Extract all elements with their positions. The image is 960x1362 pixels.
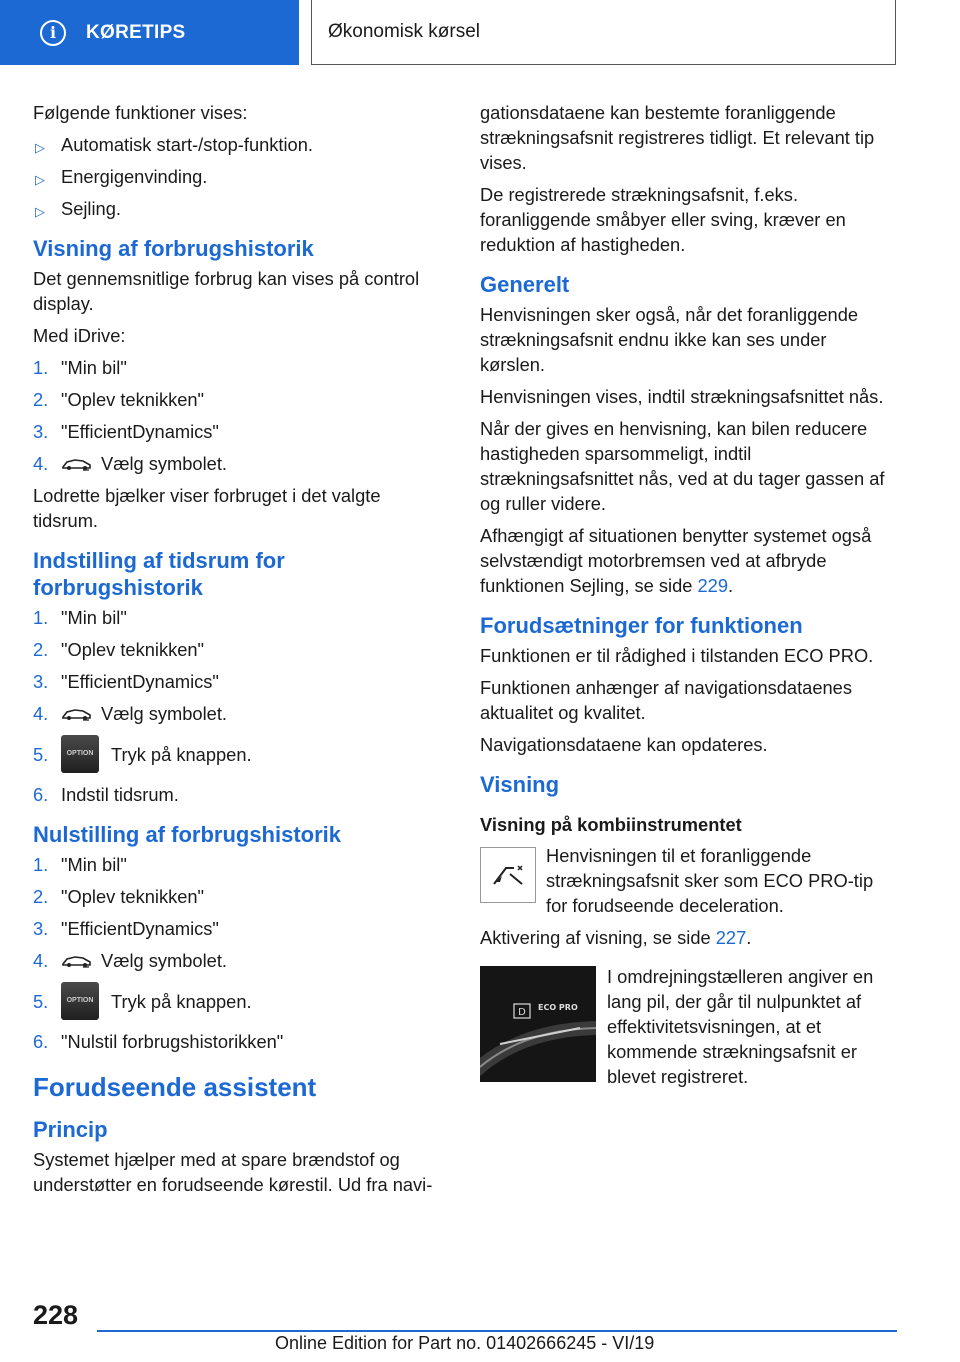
heading-reset: Nulstilling af forbrugshistorik <box>33 822 342 847</box>
step-item: 3. "EfficientDynamics" <box>33 918 219 939</box>
kombi-block <box>480 843 895 918</box>
car-icon <box>61 708 93 722</box>
paragraph: Aktivering af visning, se side 227. <box>480 927 752 948</box>
svg-text:ECO PRO: ECO PRO <box>538 1003 578 1012</box>
heading-kombi: Visning på kombiinstrumentet <box>480 814 742 835</box>
paragraph: Henvisningen vises, indtil strækningsafsnittet nås. <box>480 386 884 407</box>
section-label: KØRETIPS <box>86 21 186 43</box>
paragraph: Henvisningen til et foranliggende strækningsafsnit sker som ECO PRO-tip for forudseende deceleration. <box>546 845 874 916</box>
page-link-229[interactable]: 229 <box>697 575 728 596</box>
heading-display: Visning <box>480 772 560 797</box>
section-tab <box>0 0 299 65</box>
road-curve-warning-icon <box>480 847 536 903</box>
paragraph: Funktionen er til rådighed i tilstanden ECO PRO. <box>480 645 874 666</box>
reset-steps <box>33 852 448 1054</box>
paragraph: Henvisningen sker også, når det foranliggende strækningsafsnit endnu ikke kan ses under kørslen. <box>480 304 859 375</box>
step-item: 2. "Oplev teknikken" <box>33 886 205 907</box>
heading-history: Visning af forbrugshistorik <box>33 236 314 261</box>
step-item: 2. "Oplev teknikken" <box>33 639 205 660</box>
paragraph: Det gennemsnitlige forbrug kan vises på control display. <box>33 268 420 314</box>
intro-text: Følgende funktioner vises: <box>33 102 248 123</box>
page-link-227[interactable]: 227 <box>715 927 747 948</box>
list-item: ▷ Sejling. <box>33 196 448 221</box>
history-steps <box>33 355 448 476</box>
function-list <box>33 132 448 221</box>
paragraph: Systemet hjælper med at spare brændstof og understøtter en forudseende kørestil. Ud fra navi- <box>33 1149 433 1195</box>
step-item: 1. "Min bil" <box>33 854 127 875</box>
option-button-icon: OPTION <box>61 735 99 773</box>
paragraph: Når der gives en henvisning, kan bilen reducere hastigheden sparsommeligt, indtil strækningsafsnittet nås, ved at du tager gassen af og ruller videre. <box>480 418 885 514</box>
step-item: 1. "Min bil" <box>33 607 127 628</box>
triangle-bullet-icon: ▷ <box>35 140 45 155</box>
car-icon <box>61 458 93 472</box>
chapter-title: Økonomisk kørsel <box>311 0 896 65</box>
heading-prerequisites: Forudsætninger for funktionen <box>480 613 803 638</box>
option-button-icon: OPTION <box>61 982 99 1020</box>
tachometer-image <box>480 966 596 1082</box>
right-column <box>480 100 895 1096</box>
step-item: 3. "EfficientDynamics" <box>33 421 219 442</box>
step-item: 2. "Oplev teknikken" <box>33 389 205 410</box>
dash-block <box>480 964 895 1089</box>
heading-general: Generelt <box>480 272 570 297</box>
heading-principle: Princip <box>33 1117 108 1142</box>
step-item: 1. "Min bil" <box>33 357 127 378</box>
step-item: 4. Vælg symbolet. <box>33 950 227 971</box>
step-item: 6. Indstil tidsrum. <box>33 784 179 805</box>
timespan-steps <box>33 605 448 807</box>
step-item: 5. OPTION Tryk på knappen. <box>33 733 448 775</box>
left-column <box>33 100 448 1204</box>
step-item: 4. Vælg symbolet. <box>33 703 227 724</box>
step-item: 6. "Nulstil forbrugshistorikken" <box>33 1031 284 1052</box>
heading-timespan: Indstilling af tidsrum for forbrugshistorik <box>33 548 285 600</box>
triangle-bullet-icon: ▷ <box>35 204 45 219</box>
list-item: ▷ Energigenvinding. <box>33 164 448 189</box>
list-item: ▷ Automatisk start-/stop-funktion. <box>33 132 448 157</box>
car-icon <box>61 955 93 969</box>
paragraph: Lodrette bjælker viser forbruget i det valgte tidsrum. <box>33 485 381 531</box>
edition-text: Online Edition for Part no. 01402666245 - VI/19 <box>275 1333 655 1353</box>
paragraph: gationsdataene kan bestemte foranliggende strækningsafsnit registreres tidligt. Et relevant tip vises. <box>480 102 875 173</box>
paragraph: Med iDrive: <box>33 325 126 346</box>
svg-text:D: D <box>518 1007 526 1018</box>
triangle-bullet-icon: ▷ <box>35 172 45 187</box>
paragraph: Navigationsdataene kan opdateres. <box>480 734 768 755</box>
page-number: 228 <box>33 1300 79 1330</box>
step-item: 5. OPTION Tryk på knappen. <box>33 980 448 1022</box>
paragraph: Funktionen anhænger af navigationsdataenes aktualitet og kvalitet. <box>480 677 852 723</box>
step-item: 4. Vælg symbolet. <box>33 453 227 474</box>
step-item: 3. "EfficientDynamics" <box>33 671 219 692</box>
footer-divider <box>97 1330 897 1332</box>
info-circle-icon: i <box>40 20 66 46</box>
paragraph: De registrerede strækningsafsnit, f.eks. foranliggende småbyer eller sving, kræver en reduktion af hastigheden. <box>480 184 846 255</box>
paragraph: Afhængigt af situationen benytter systemet også selvstændigt motorbremsen ved at afbryde funktionen Sejling, se side 229. <box>480 525 872 596</box>
heading-assistant: Forudseende assistent <box>33 1072 317 1102</box>
paragraph: I omdrejningstælleren angiver en lang pil, der går til nulpunktet af effektivitetsvisningen, at et kommende strækningsafsnit er blevet registreret. <box>607 966 874 1087</box>
